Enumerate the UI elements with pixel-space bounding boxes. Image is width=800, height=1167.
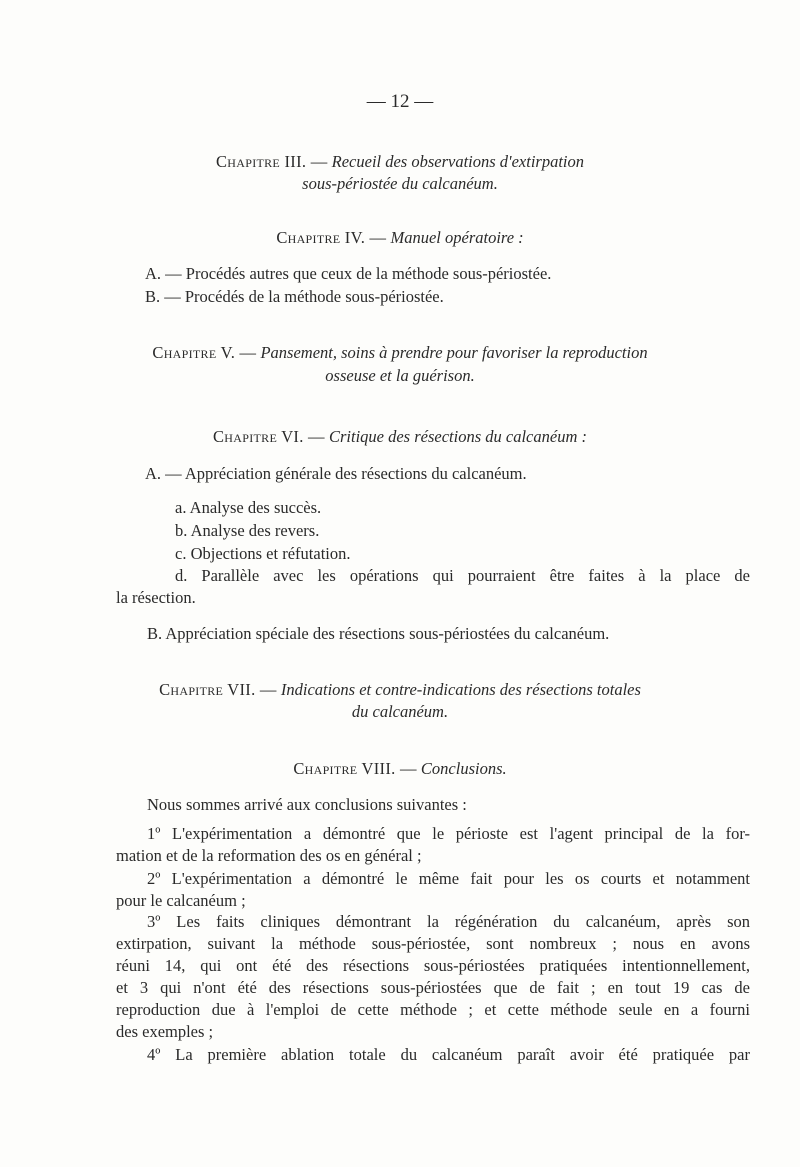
chapter-3-title-cont: sous-périostée du calcanéum. (302, 174, 498, 193)
conclusions-intro: Nous sommes arrivé aux conclusions suivantes : (147, 795, 467, 814)
chapter-4-heading (0, 228, 800, 248)
chapter-7-label: Chapitre VII. — (159, 680, 277, 699)
chapter-8-title: Conclusions. (420, 759, 507, 778)
chapter-4-item-a: A. — Procédés autres que ceux de la méthode sous-périostée. (145, 264, 552, 283)
chapter-6-sub-c: c. Objections et réfutation. (175, 544, 351, 563)
chapter-3-label: Chapitre III. — (215, 152, 328, 171)
chapter-8-heading (0, 759, 800, 779)
conclusion-3-line-6: des exemples ; (116, 1022, 214, 1041)
chapter-7-title-cont: du calcanéum. (351, 702, 449, 721)
chapter-6-sub-b: b. Analyse des revers. (175, 521, 320, 540)
chapter-6-sub-a: a. Analyse des succès. (175, 498, 322, 517)
chapter-7-heading (0, 680, 800, 700)
chapter-6-heading (0, 427, 800, 447)
chapter-6-title: Critique des résections du calcanéum : (328, 427, 587, 446)
chapter-6-sub-d: d. Parallèle avec les opérations qui pourraient être faites à la place de (175, 566, 750, 585)
chapter-5-heading (0, 343, 800, 363)
chapter-4-label: Chapitre IV. — (276, 228, 387, 247)
conclusion-1-line-1: 1º L'expérimentation a démontré que le périoste est l'agent principal de la for- (147, 824, 750, 843)
chapter-3-heading (0, 152, 800, 172)
chapter-4-item-b: B. — Procédés de la méthode sous-périostée. (145, 287, 444, 306)
conclusion-2-line-2: pour le calcanéum ; (116, 891, 246, 910)
chapter-8-label: Chapitre VIII. — (293, 759, 417, 778)
chapter-6-sub-d-cont: la résection. (116, 588, 196, 607)
chapter-6-label: Chapitre VI. — (213, 427, 325, 446)
conclusion-3-line-3: réuni 14, qui ont été des résections sous-périostées pratiquées intentionnellement, (116, 956, 750, 975)
conclusion-1-line-2: mation et de la reformation des os en général ; (116, 846, 422, 865)
chapter-5-title-cont: osseuse et la guérison. (325, 366, 475, 385)
conclusion-3-line-2: extirpation, suivant la méthode sous-périostée, sont nombreux ; nous en avons (116, 934, 750, 953)
conclusion-3-line-5: reproduction due à l'emploi de cette méthode ; et cette méthode seule en a fourni (116, 1000, 750, 1019)
chapter-7-title: Indications et contre-indications des résections totales (280, 680, 641, 699)
chapter-5-label: Chapitre V. — (152, 343, 257, 362)
conclusion-3-line-4: et 3 qui n'ont été des résections sous-périostées que de fait ; en tout 19 cas de (116, 978, 750, 997)
conclusion-3-line-1: 3º Les faits cliniques démontrant la régénération du calcanéum, après son (147, 912, 750, 931)
chapter-4-title: Manuel opératoire : (390, 228, 524, 247)
conclusion-4-line-1: 4º La première ablation totale du calcanéum paraît avoir été pratiquée par (147, 1045, 750, 1064)
page-number: — 12 — (366, 91, 434, 112)
chapter-6-item-a: A. — Appréciation générale des résections du calcanéum. (145, 464, 527, 483)
chapter-6-item-b: B. Appréciation spéciale des résections sous-périostées du calcanéum. (147, 624, 610, 643)
chapter-3-title: Recueil des observations d'extirpation (331, 152, 584, 171)
chapter-5-title: Pansement, soins à prendre pour favoriser la reproduction (260, 343, 648, 362)
conclusion-2-line-1: 2º L'expérimentation a démontré le même fait pour les os courts et notamment (147, 869, 750, 888)
